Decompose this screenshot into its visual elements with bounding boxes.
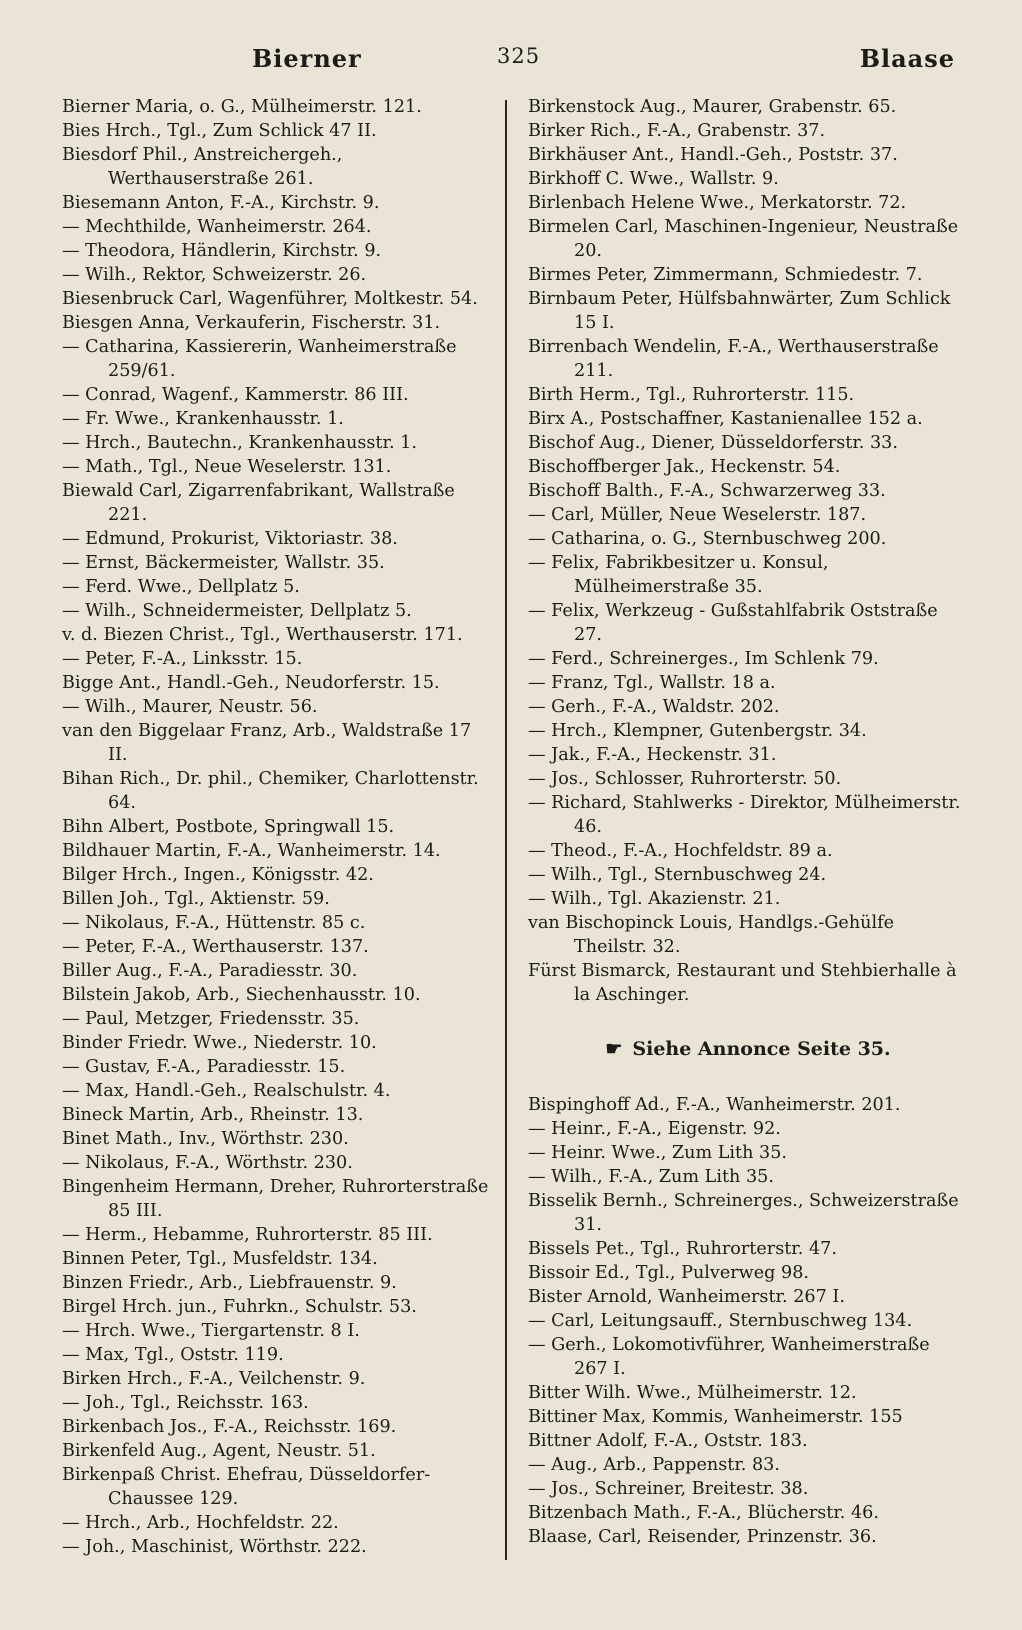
directory-entry: — Paul, Metzger, Friedensstr. 35. bbox=[62, 1009, 360, 1029]
directory-entry: Biewald Carl, Zigarrenfabrikant, Wallstraße 221. bbox=[62, 481, 455, 525]
directory-entry: — Jos., Schreiner, Breitestr. 38. bbox=[528, 1479, 809, 1499]
directory-entry: Billen Joh., Tgl., Aktienstr. 59. bbox=[62, 889, 330, 909]
directory-entry: Binzen Friedr., Arb., Liebfrauenstr. 9. bbox=[62, 1273, 397, 1293]
directory-entry: Bissels Pet., Tgl., Ruhrorterstr. 47. bbox=[528, 1239, 837, 1259]
directory-entry: — Ferd. Wwe., Dellplatz 5. bbox=[62, 577, 300, 597]
directory-entry: Biesdorf Phil., Anstreichergeh., Werthauserstraße 261. bbox=[62, 145, 343, 189]
directory-entry: — Fr. Wwe., Krankenhausstr. 1. bbox=[62, 409, 344, 429]
directory-entry: Birkenpaß Christ. Ehefrau, Düsseldorfer-Chaussee 129. bbox=[62, 1465, 431, 1509]
directory-entry: van Bischopinck Louis, Handlgs.-Gehülfe Theilstr. 32. bbox=[528, 913, 895, 957]
directory-entry: Biesenbruck Carl, Wagenführer, Moltkestr. 54. bbox=[62, 289, 478, 309]
directory-entry: — Carl, Müller, Neue Weselerstr. 187. bbox=[528, 505, 867, 525]
directory-entry: Bildhauer Martin, F.-A., Wanheimerstr. 14. bbox=[62, 841, 441, 861]
header-right-keyword: Blaase bbox=[859, 44, 955, 73]
directory-entry: — Herm., Hebamme, Ruhrorterstr. 85 III. bbox=[62, 1225, 433, 1245]
directory-entry: Birkenbach Jos., F.-A., Reichsstr. 169. bbox=[62, 1417, 397, 1437]
directory-entry: — Catharina, o. G., Sternbuschweg 200. bbox=[528, 529, 887, 549]
directory-entry: Birkhoff C. Wwe., Wallstr. 9. bbox=[528, 169, 779, 189]
pointing-hand-icon: ☛ bbox=[605, 1038, 623, 1060]
directory-entry: Bierner Maria, o. G., Mülheimerstr. 121. bbox=[62, 97, 422, 117]
directory-entry: — Wilh., Schneidermeister, Dellplatz 5. bbox=[62, 601, 412, 621]
right-column bbox=[528, 95, 968, 1549]
directory-entry: — Ferd., Schreinerges., Im Schlenk 79. bbox=[528, 649, 879, 669]
directory-entry: Birx A., Postschaffner, Kastanienallee 152 a. bbox=[528, 409, 923, 429]
directory-entry: Bitzenbach Math., F.-A., Blücherstr. 46. bbox=[528, 1503, 879, 1523]
directory-entry: — Hrch., Arb., Hochfeldstr. 22. bbox=[62, 1513, 339, 1533]
directory-entry: — Aug., Arb., Pappenstr. 83. bbox=[528, 1455, 780, 1475]
page-header bbox=[62, 44, 960, 80]
directory-entry: — Joh., Tgl., Reichsstr. 163. bbox=[62, 1393, 309, 1413]
directory-entry: Bischoffberger Jak., Heckenstr. 54. bbox=[528, 457, 841, 477]
directory-entry: Bitter Wilh. Wwe., Mülheimerstr. 12. bbox=[528, 1383, 857, 1403]
directory-entry: Bies Hrch., Tgl., Zum Schlick 47 II. bbox=[62, 121, 377, 141]
header-left-keyword: Bierner bbox=[252, 44, 362, 73]
directory-entry: — Wilh., Tgl., Sternbuschweg 24. bbox=[528, 865, 827, 885]
directory-entry: — Math., Tgl., Neue Weselerstr. 131. bbox=[62, 457, 392, 477]
directory-entry: — Nikolaus, F.-A., Hüttenstr. 85 c. bbox=[62, 913, 366, 933]
directory-entry: — Wilh., F.-A., Zum Lith 35. bbox=[528, 1167, 774, 1187]
directory-entry: Bingenheim Hermann, Dreher, Ruhrorterstraße 85 III. bbox=[62, 1177, 489, 1221]
directory-entry: Biesemann Anton, F.-A., Kirchstr. 9. bbox=[62, 193, 380, 213]
directory-entry: Birgel Hrch. jun., Fuhrkn., Schulstr. 53. bbox=[62, 1297, 417, 1317]
directory-entry: Biller Aug., F.-A., Paradiesstr. 30. bbox=[62, 961, 358, 981]
directory-entry: — Peter, F.-A., Linksstr. 15. bbox=[62, 649, 303, 669]
directory-entry: — Hrch. Wwe., Tiergartenstr. 8 I. bbox=[62, 1321, 360, 1341]
directory-entry: Bischof Aug., Diener, Düsseldorferstr. 33. bbox=[528, 433, 898, 453]
directory-entry: — Jak., F.-A., Heckenstr. 31. bbox=[528, 745, 777, 765]
directory-entry: Bispinghoff Ad., F.-A., Wanheimerstr. 201. bbox=[528, 1095, 901, 1115]
directory-entry: — Edmund, Prokurist, Viktoriastr. 38. bbox=[62, 529, 398, 549]
directory-entry: Bilstein Jakob, Arb., Siechenhausstr. 10. bbox=[62, 985, 421, 1005]
directory-entry: — Gerh., Lokomotivführer, Wanheimerstraße 267 I. bbox=[528, 1335, 930, 1379]
directory-entry: Bihn Albert, Postbote, Springwall 15. bbox=[62, 817, 395, 837]
directory-entry: Binder Friedr. Wwe., Niederstr. 10. bbox=[62, 1033, 377, 1053]
annonce-notice: ☛ Siehe Annonce Seite 35. bbox=[528, 1035, 968, 1063]
directory-entry: Bilger Hrch., Ingen., Königsstr. 42. bbox=[62, 865, 374, 885]
directory-entry: — Joh., Maschinist, Wörthstr. 222. bbox=[62, 1537, 367, 1557]
directory-entry: — Max, Handl.-Geh., Realschulstr. 4. bbox=[62, 1081, 391, 1101]
directory-entry: — Felix, Fabrikbesitzer u. Konsul, Mülheimerstraße 35. bbox=[528, 553, 829, 597]
directory-entry: — Nikolaus, F.-A., Wörthstr. 230. bbox=[62, 1153, 353, 1173]
directory-entry: Birrenbach Wendelin, F.-A., Werthauserstraße 211. bbox=[528, 337, 939, 381]
directory-entry: — Jos., Schlosser, Ruhrorterstr. 50. bbox=[528, 769, 842, 789]
directory-entry: Blaase, Carl, Reisender, Prinzenstr. 36. bbox=[528, 1527, 877, 1547]
directory-entry: Birkenstock Aug., Maurer, Grabenstr. 65. bbox=[528, 97, 897, 117]
directory-entry: Fürst Bismarck, Restaurant und Stehbierhalle à la Aschinger. bbox=[528, 961, 957, 1005]
directory-entry: — Theod., F.-A., Hochfeldstr. 89 a. bbox=[528, 841, 833, 861]
directory-entry: — Max, Tgl., Oststr. 119. bbox=[62, 1345, 284, 1365]
directory-entry: — Hrch., Bautechn., Krankenhausstr. 1. bbox=[62, 433, 417, 453]
directory-entry: — Wilh., Tgl. Akazienstr. 21. bbox=[528, 889, 781, 909]
directory-entry: Birmelen Carl, Maschinen-Ingenieur, Neustraße 20. bbox=[528, 217, 959, 261]
page-number: 325 bbox=[497, 44, 541, 68]
directory-entry: — Felix, Werkzeug - Gußstahlfabrik Oststraße 27. bbox=[528, 601, 938, 645]
directory-entry: Bihan Rich., Dr. phil., Chemiker, Charlottenstr. 64. bbox=[62, 769, 479, 813]
directory-entry: — Mechthilde, Wanheimerstr. 264. bbox=[62, 217, 372, 237]
directory-entry: — Carl, Leitungsauff., Sternbuschweg 134. bbox=[528, 1311, 913, 1331]
directory-entry: — Conrad, Wagenf., Kammerstr. 86 III. bbox=[62, 385, 409, 405]
directory-entry: Birken Hrch., F.-A., Veilchenstr. 9. bbox=[62, 1369, 366, 1389]
directory-entry: Bissoir Ed., Tgl., Pulverweg 98. bbox=[528, 1263, 809, 1283]
directory-entry: — Peter, F.-A., Werthauserstr. 137. bbox=[62, 937, 369, 957]
left-column bbox=[62, 95, 492, 1559]
directory-entry: Birkhäuser Ant., Handl.-Geh., Poststr. 37. bbox=[528, 145, 898, 165]
directory-entry: Bigge Ant., Handl.-Geh., Neudorferstr. 15. bbox=[62, 673, 440, 693]
directory-entry: — Hrch., Klempner, Gutenbergstr. 34. bbox=[528, 721, 867, 741]
column-divider bbox=[505, 100, 507, 1560]
directory-entry: — Ernst, Bäckermeister, Wallstr. 35. bbox=[62, 553, 385, 573]
directory-entry: Bister Arnold, Wanheimerstr. 267 I. bbox=[528, 1287, 845, 1307]
directory-entry: — Heinr., F.-A., Eigenstr. 92. bbox=[528, 1119, 781, 1139]
directory-entry: Birker Rich., F.-A., Grabenstr. 37. bbox=[528, 121, 826, 141]
directory-entry: — Wilh., Rektor, Schweizerstr. 26. bbox=[62, 265, 367, 285]
directory-entry: Biesgen Anna, Verkauferin, Fischerstr. 31. bbox=[62, 313, 441, 333]
directory-entry: — Gerh., F.-A., Waldstr. 202. bbox=[528, 697, 780, 717]
directory-entry: Bittiner Max, Kommis, Wanheimerstr. 155 bbox=[528, 1407, 903, 1427]
directory-entry: Bisselik Bernh., Schreinerges., Schweizerstraße 31. bbox=[528, 1191, 959, 1235]
directory-entry: Birlenbach Helene Wwe., Merkatorstr. 72. bbox=[528, 193, 907, 213]
directory-entry: Bittner Adolf, F.-A., Oststr. 183. bbox=[528, 1431, 808, 1451]
directory-entry: — Theodora, Händlerin, Kirchstr. 9. bbox=[62, 241, 382, 261]
directory-entry: Binnen Peter, Tgl., Musfeldstr. 134. bbox=[62, 1249, 378, 1269]
directory-entry: — Gustav, F.-A., Paradiesstr. 15. bbox=[62, 1057, 346, 1077]
directory-entry: — Richard, Stahlwerks - Direktor, Mülheimerstr. 46. bbox=[528, 793, 961, 837]
directory-entry: — Wilh., Maurer, Neustr. 56. bbox=[62, 697, 318, 717]
directory-entry: — Franz, Tgl., Wallstr. 18 a. bbox=[528, 673, 776, 693]
directory-entry: Birth Herm., Tgl., Ruhrorterstr. 115. bbox=[528, 385, 855, 405]
directory-entry: Bineck Martin, Arb., Rheinstr. 13. bbox=[62, 1105, 364, 1125]
directory-entry: Birkenfeld Aug., Agent, Neustr. 51. bbox=[62, 1441, 376, 1461]
directory-entry: — Catharina, Kassiererin, Wanheimerstraße 259/61. bbox=[62, 337, 457, 381]
directory-entry: Binet Math., Inv., Wörthstr. 230. bbox=[62, 1129, 349, 1149]
directory-entry: Bischoff Balth., F.-A., Schwarzerweg 33. bbox=[528, 481, 886, 501]
directory-entry: Birmes Peter, Zimmermann, Schmiedestr. 7. bbox=[528, 265, 923, 285]
directory-entry: van den Biggelaar Franz, Arb., Waldstraße 17 II. bbox=[62, 721, 472, 765]
directory-entry: — Heinr. Wwe., Zum Lith 35. bbox=[528, 1143, 788, 1163]
directory-entry: v. d. Biezen Christ., Tgl., Werthauserstr. 171. bbox=[62, 625, 463, 645]
directory-entry: Birnbaum Peter, Hülfsbahnwärter, Zum Schlick 15 I. bbox=[528, 289, 951, 333]
